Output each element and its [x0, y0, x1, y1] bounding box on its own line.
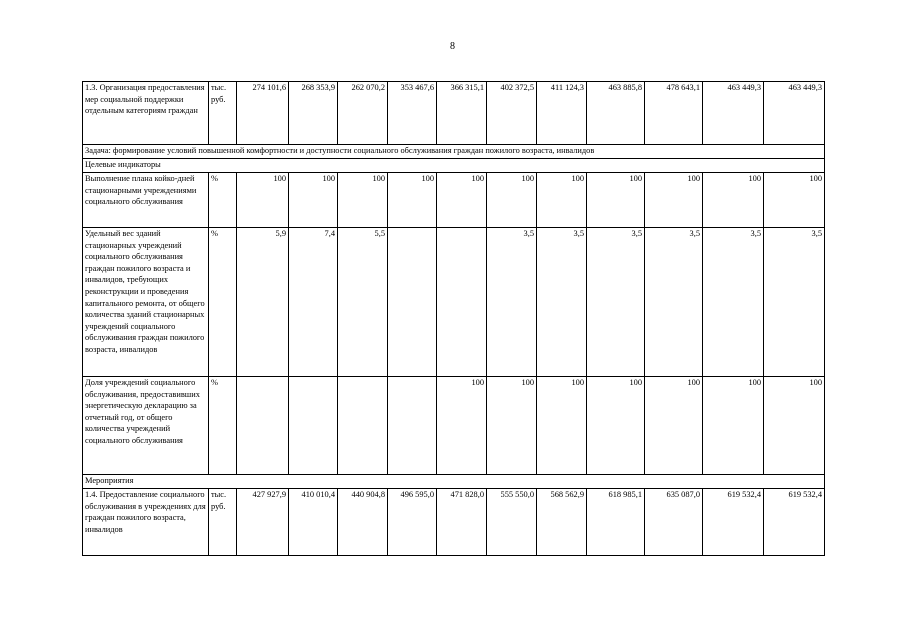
- value-cell: 100: [587, 377, 645, 475]
- value-cell: 268 353,9: [289, 82, 338, 145]
- value-cell: 496 595,0: [388, 489, 437, 556]
- row-unit: тыс. руб.: [209, 489, 237, 556]
- value-cell: 100: [703, 173, 764, 228]
- value-cell: 463 449,3: [764, 82, 825, 145]
- row-unit: тыс. руб.: [209, 82, 237, 145]
- activities-heading: Мероприятия: [83, 475, 825, 489]
- value-cell: 100: [437, 377, 487, 475]
- value-cell: 463 885,8: [587, 82, 645, 145]
- value-cell: 568 562,9: [537, 489, 587, 556]
- value-cell: 635 087,0: [645, 489, 703, 556]
- value-cell: 619 532,4: [703, 489, 764, 556]
- value-cell: 3,5: [645, 228, 703, 377]
- task-heading: Задача: формирование условий повышенной комфортности и доступности социального обслуживания граждан пожилого возраста, инвалидов: [83, 145, 825, 159]
- row-name: 1.3. Организация предоставления мер социальной поддержки отдельным категориям граждан: [83, 82, 209, 145]
- table-row: [83, 377, 825, 475]
- value-cell: 100: [487, 377, 537, 475]
- value-cell: [338, 377, 388, 475]
- value-cell: 100: [587, 173, 645, 228]
- value-cell: 5,5: [338, 228, 388, 377]
- value-cell: 262 070,2: [338, 82, 388, 145]
- value-cell: 411 124,3: [537, 82, 587, 145]
- value-cell: 100: [537, 377, 587, 475]
- value-cell: [388, 228, 437, 377]
- value-cell: 274 101,6: [237, 82, 289, 145]
- value-cell: 353 467,6: [388, 82, 437, 145]
- value-cell: 100: [703, 377, 764, 475]
- value-cell: 478 643,1: [645, 82, 703, 145]
- value-cell: 5,9: [237, 228, 289, 377]
- page-number: 8: [450, 41, 455, 52]
- row-unit: %: [209, 173, 237, 228]
- value-cell: [289, 377, 338, 475]
- value-cell: 618 985,1: [587, 489, 645, 556]
- value-cell: 100: [289, 173, 338, 228]
- section-row: [83, 159, 825, 173]
- value-cell: 3,5: [537, 228, 587, 377]
- value-cell: 100: [338, 173, 388, 228]
- value-cell: 100: [487, 173, 537, 228]
- value-cell: 471 828,0: [437, 489, 487, 556]
- row-name: Доля учреждений социального обслуживания, предоставивших энергетическую декларацию за отчетный год, от общего количества учреждений социального обслуживания: [83, 377, 209, 475]
- row-name: 1.4. Предоставление социального обслуживания в учреждениях для граждан пожилого возраста, инвалидов: [83, 489, 209, 556]
- value-cell: 100: [764, 377, 825, 475]
- section-row: [83, 475, 825, 489]
- value-cell: 100: [437, 173, 487, 228]
- section-row: [83, 145, 825, 159]
- value-cell: 3,5: [487, 228, 537, 377]
- row-name: Выполнение плана койко-дней стационарными учреждениями социального обслуживания: [83, 173, 209, 228]
- table-row: [83, 82, 825, 145]
- value-cell: 100: [645, 377, 703, 475]
- value-cell: 463 449,3: [703, 82, 764, 145]
- value-cell: 100: [645, 173, 703, 228]
- row-name: Удельный вес зданий стационарных учреждений социального обслуживания граждан пожилого возраста и инвалидов, требующих реконструкции и проведения капитального ремонта, от общего количества зданий стационарных учреждений социального обслуживания граждан пожилого возраста, инвалидов: [83, 228, 209, 377]
- value-cell: 555 550,0: [487, 489, 537, 556]
- row-unit: %: [209, 228, 237, 377]
- value-cell: [388, 377, 437, 475]
- target-indicators-heading: Целевые индикаторы: [83, 159, 825, 173]
- table-row: [83, 489, 825, 556]
- value-cell: 100: [237, 173, 289, 228]
- value-cell: [437, 228, 487, 377]
- value-cell: 100: [537, 173, 587, 228]
- value-cell: 410 010,4: [289, 489, 338, 556]
- value-cell: [237, 377, 289, 475]
- value-cell: 100: [388, 173, 437, 228]
- value-cell: 619 532,4: [764, 489, 825, 556]
- value-cell: 3,5: [587, 228, 645, 377]
- value-cell: 440 904,8: [338, 489, 388, 556]
- value-cell: 3,5: [703, 228, 764, 377]
- row-unit: %: [209, 377, 237, 475]
- value-cell: 366 315,1: [437, 82, 487, 145]
- value-cell: 7,4: [289, 228, 338, 377]
- value-cell: 402 372,5: [487, 82, 537, 145]
- program-indicators-table: [82, 81, 825, 556]
- value-cell: 3,5: [764, 228, 825, 377]
- value-cell: 100: [764, 173, 825, 228]
- value-cell: 427 927,9: [237, 489, 289, 556]
- table-row: [83, 173, 825, 228]
- table-row: [83, 228, 825, 377]
